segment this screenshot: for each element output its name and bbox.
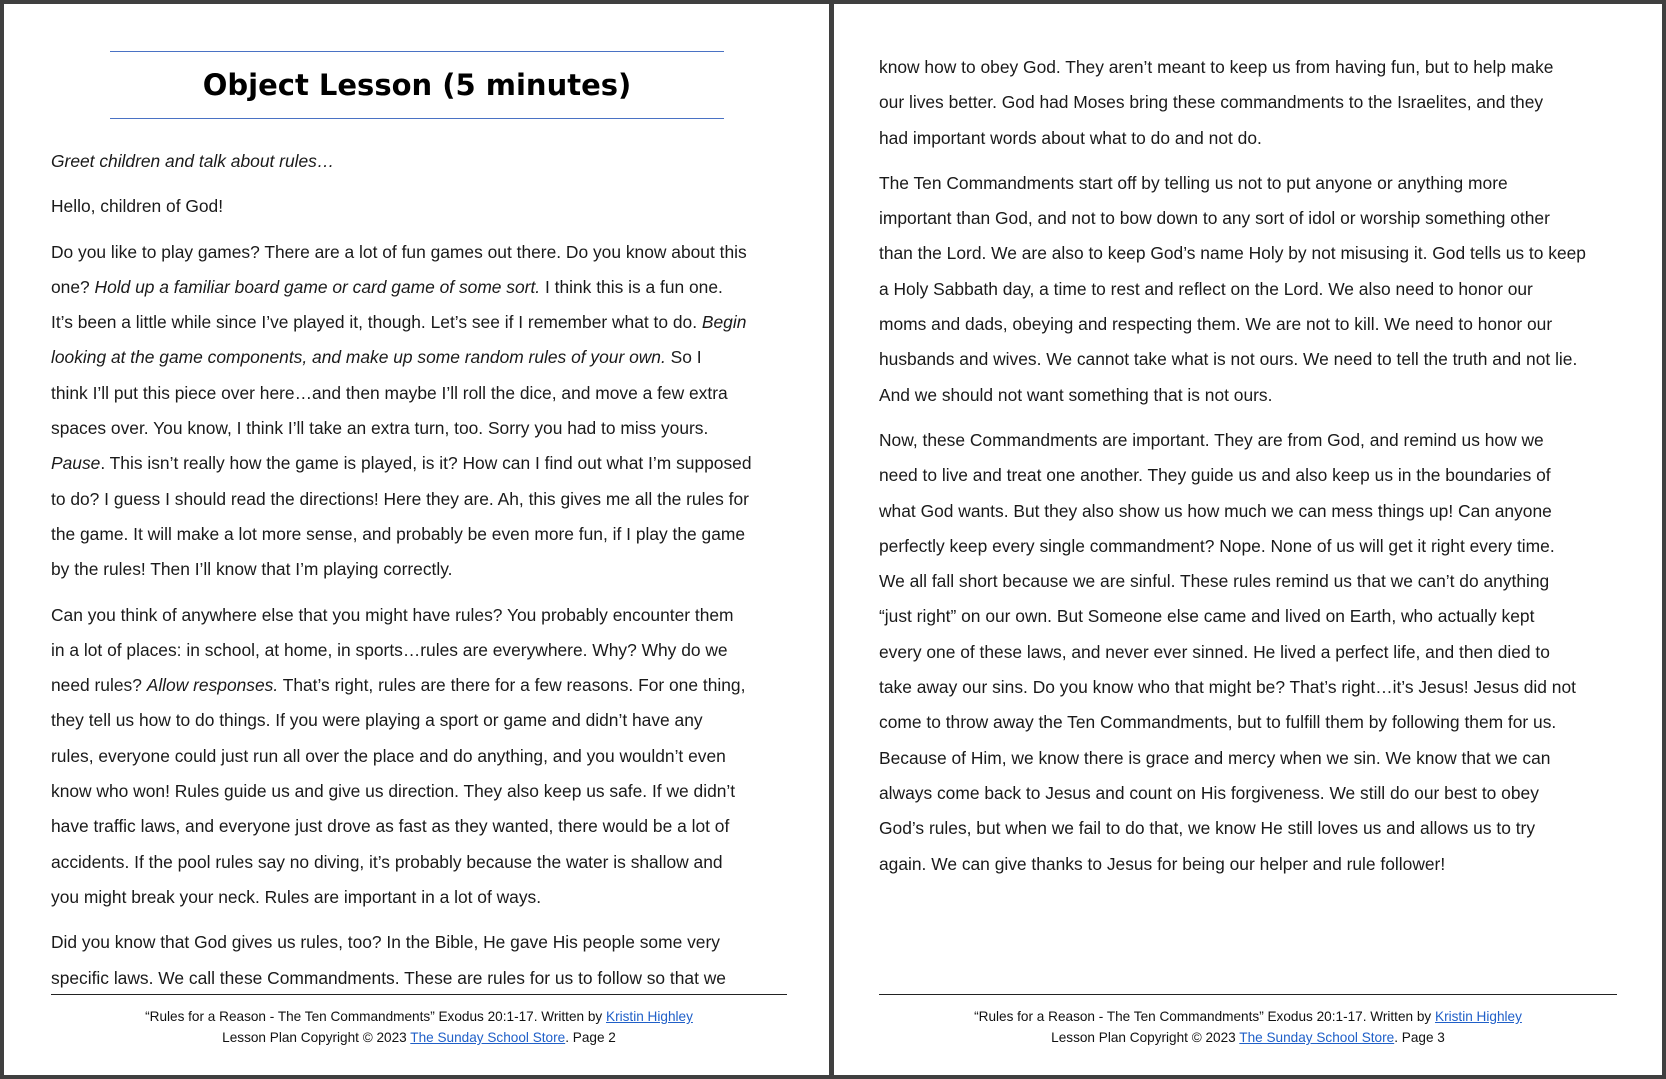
text-line <box>51 411 791 446</box>
text-line <box>51 270 791 305</box>
text-line <box>879 847 1619 882</box>
text-line <box>879 494 1619 529</box>
text-line <box>879 201 1619 236</box>
section-title: Object Lesson (5 minutes) <box>202 68 632 102</box>
text-line <box>51 189 791 224</box>
line-text: know who won! Rules guide us and give us direction. They also keep us safe. If we didn’t <box>51 781 736 802</box>
text-line <box>879 423 1619 458</box>
line-text: than the Lord. We are also to keep God’s name Holy by not misusing it. God tells us to keep <box>879 243 1586 264</box>
paragraph <box>879 423 1619 882</box>
page-number: . Page 2 <box>565 1030 616 1045</box>
text-line <box>879 670 1619 705</box>
text-line <box>879 458 1619 493</box>
paragraph <box>51 235 791 588</box>
text-line <box>51 235 791 270</box>
line-text: And we should not want something that is not ours. <box>879 384 1273 405</box>
line-text: specific laws. We call these Commandments. These are rules for us to follow so that we <box>51 967 726 988</box>
text-line <box>879 705 1619 740</box>
footer-line-2 <box>51 1027 787 1048</box>
footer-citation: “Rules for a Reason - The Ten Commandments” Exodus 20:1-17. Written by <box>145 1009 606 1024</box>
line-text: every one of these laws, and never ever sinned. He lived a perfect life, and then died to <box>879 641 1550 662</box>
line-text: accidents. If the pool rules say no diving, it’s probably because the water is shallow and <box>51 851 723 872</box>
text-line <box>879 378 1619 413</box>
italic-instruction: Allow responses. <box>146 675 279 696</box>
line-text: they tell us how to do things. If you were playing a sport or game and didn’t have any <box>51 710 703 731</box>
page-number: . Page 3 <box>1394 1030 1445 1045</box>
line-text: perfectly keep every single commandment? Nope. None of us will get it right every time. <box>879 535 1555 556</box>
line-text: one? <box>51 276 95 297</box>
document-page-3 <box>834 4 1662 1075</box>
line-text: what God wants. But they also show us how much we can mess things up! Can anyone <box>879 500 1552 521</box>
footer-citation: “Rules for a Reason - The Ten Commandments” Exodus 20:1-17. Written by <box>974 1009 1435 1024</box>
line-text: by the rules! Then I’ll know that I’m playing correctly. <box>51 559 453 580</box>
line-text: Hello, children of God! <box>51 196 224 217</box>
paragraph <box>51 144 791 179</box>
line-text: take away our sins. Do you know who that might be? That’s right…it’s Jesus! Jesus did not <box>879 677 1576 698</box>
footer-copyright: Lesson Plan Copyright © 2023 <box>222 1030 411 1045</box>
line-text: . This isn’t really how the game is played, is it? How can I find out what I’m supposed <box>100 453 752 474</box>
text-line <box>51 376 791 411</box>
line-text: Did you know that God gives us rules, too? In the Bible, He gave His people some very <box>51 932 720 953</box>
footer-divider <box>51 994 787 995</box>
text-line <box>51 845 791 880</box>
line-text: Because of Him, we know there is grace and mercy when we sin. We know that we can <box>879 747 1551 768</box>
line-text: always come back to Jesus and count on His forgiveness. We still do our best to obey <box>879 782 1539 803</box>
text-line <box>51 739 791 774</box>
line-text: the game. It will make a lot more sense, and probably be even more fun, if I play the game <box>51 523 746 544</box>
footer-divider <box>879 994 1617 995</box>
text-line <box>51 446 791 481</box>
text-line <box>51 552 791 587</box>
line-text: a Holy Sabbath day, a time to rest and reflect on the Lord. We also need to honor our <box>879 278 1533 299</box>
text-line <box>51 703 791 738</box>
page-3-footer <box>879 1006 1617 1048</box>
paragraph <box>51 598 791 916</box>
line-text: “just right” on our own. But Someone else came and lived on Earth, who actually kept <box>879 606 1535 627</box>
line-text: husbands and wives. We cannot take what is not ours. We need to tell the truth and not lie. <box>879 349 1578 370</box>
line-text: It’s been a little while since I’ve played it, though. Let’s see if I remember what to do. <box>51 312 702 333</box>
line-text: need to live and treat one another. They guide us and also keep us in the boundaries of <box>879 465 1551 486</box>
text-line <box>51 774 791 809</box>
text-line <box>51 925 791 960</box>
footer-line-1 <box>879 1006 1617 1027</box>
line-text: rules, everyone could just run all over the place and do anything, and you wouldn’t even <box>51 745 726 766</box>
line-text: Now, these Commandments are important. They are from God, and remind us how we <box>879 429 1544 450</box>
text-line <box>51 880 791 915</box>
text-line <box>879 741 1619 776</box>
italic-instruction: Greet children and talk about rules… <box>51 151 335 171</box>
text-line <box>879 342 1619 377</box>
footer-copyright: Lesson Plan Copyright © 2023 <box>1051 1030 1240 1045</box>
text-line <box>879 529 1619 564</box>
line-text: you might break your neck. Rules are important in a lot of ways. <box>51 886 542 907</box>
author-link[interactable]: Kristin Highley <box>1435 1009 1522 1024</box>
text-line <box>51 668 791 703</box>
text-line <box>879 272 1619 307</box>
line-text: had important words about what to do and not do. <box>879 127 1262 148</box>
paragraph <box>51 925 791 996</box>
line-text: God’s rules, but when we fail to do that, we know He still loves us and allows us to try <box>879 818 1536 839</box>
text-line <box>51 144 791 179</box>
italic-instruction: Pause <box>51 453 101 474</box>
paragraph <box>879 166 1619 413</box>
text-line <box>51 340 791 375</box>
page-2-body <box>51 144 791 1006</box>
footer-line-2 <box>879 1027 1617 1048</box>
line-text: come to throw away the Ten Commandments, but to fulfill them by following them for us. <box>879 712 1557 733</box>
document-page-2 <box>4 4 829 1075</box>
text-line <box>879 121 1619 156</box>
text-line <box>879 85 1619 120</box>
line-text: The Ten Commandments start off by telling us not to put anyone or anything more <box>879 172 1508 193</box>
line-text: in a lot of places: in school, at home, in sports…rules are everywhere. Why? Why do we <box>51 639 728 660</box>
italic-instruction: Hold up a familiar board game or card game of some sort. <box>94 276 541 297</box>
paragraph <box>51 189 791 224</box>
text-line <box>51 809 791 844</box>
text-line <box>51 305 791 340</box>
text-line <box>879 236 1619 271</box>
text-line <box>879 50 1619 85</box>
paragraph <box>879 50 1619 156</box>
line-text: important than God, and not to bow down to any sort of idol or worship something other <box>879 208 1550 229</box>
line-text: spaces over. You know, I think I’ll take an extra turn, too. Sorry you had to miss yours. <box>51 418 709 439</box>
text-line <box>879 564 1619 599</box>
line-text: We all fall short because we are sinful. These rules remind us that we can’t do anything <box>879 571 1550 592</box>
text-line <box>879 811 1619 846</box>
text-line <box>51 633 791 668</box>
line-text: Do you like to play games? There are a lot of fun games out there. Do you know about this <box>51 241 747 262</box>
line-text: That’s right, rules are there for a few reasons. For one thing, <box>278 675 746 696</box>
text-line <box>51 598 791 633</box>
italic-instruction: Begin <box>701 312 747 333</box>
page-2-footer <box>51 1006 787 1048</box>
text-line <box>879 635 1619 670</box>
text-line <box>879 307 1619 342</box>
line-text: Can you think of anywhere else that you might have rules? You probably encounter them <box>51 604 734 625</box>
line-text: know how to obey God. They aren’t meant to keep us from having fun, but to help make <box>879 57 1554 77</box>
store-link[interactable]: The Sunday School Store <box>1239 1030 1395 1045</box>
line-text: have traffic laws, and everyone just drove as fast as they wanted, there would be a lot of <box>51 816 730 837</box>
text-line <box>879 776 1619 811</box>
author-link[interactable]: Kristin Highley <box>606 1009 693 1024</box>
text-line <box>51 961 791 996</box>
italic-instruction: looking at the game components, and make up some random rules of your own. <box>51 347 666 368</box>
text-line <box>51 482 791 517</box>
line-text: moms and dads, obeying and respecting them. We are not to kill. We need to honor our <box>879 314 1553 335</box>
line-text: our lives better. God had Moses bring these commandments to the Israelites, and they <box>879 92 1544 113</box>
line-text: think I’ll put this piece over here…and then maybe I’ll roll the dice, and move a few extra <box>51 382 728 403</box>
store-link[interactable]: The Sunday School Store <box>410 1030 566 1045</box>
section-title-box <box>110 51 724 119</box>
line-text: to do? I guess I should read the directions! Here they are. Ah, this gives me all the rules for <box>51 488 749 509</box>
page-3-body <box>879 50 1619 892</box>
footer-line-1 <box>51 1006 787 1027</box>
line-text: need rules? <box>51 675 147 696</box>
text-line <box>879 599 1619 634</box>
line-text: So I <box>665 347 702 368</box>
line-text: I think this is a fun one. <box>540 276 723 297</box>
line-text: again. We can give thanks to Jesus for being our helper and rule follower! <box>879 853 1446 874</box>
text-line <box>879 166 1619 201</box>
text-line <box>51 517 791 552</box>
